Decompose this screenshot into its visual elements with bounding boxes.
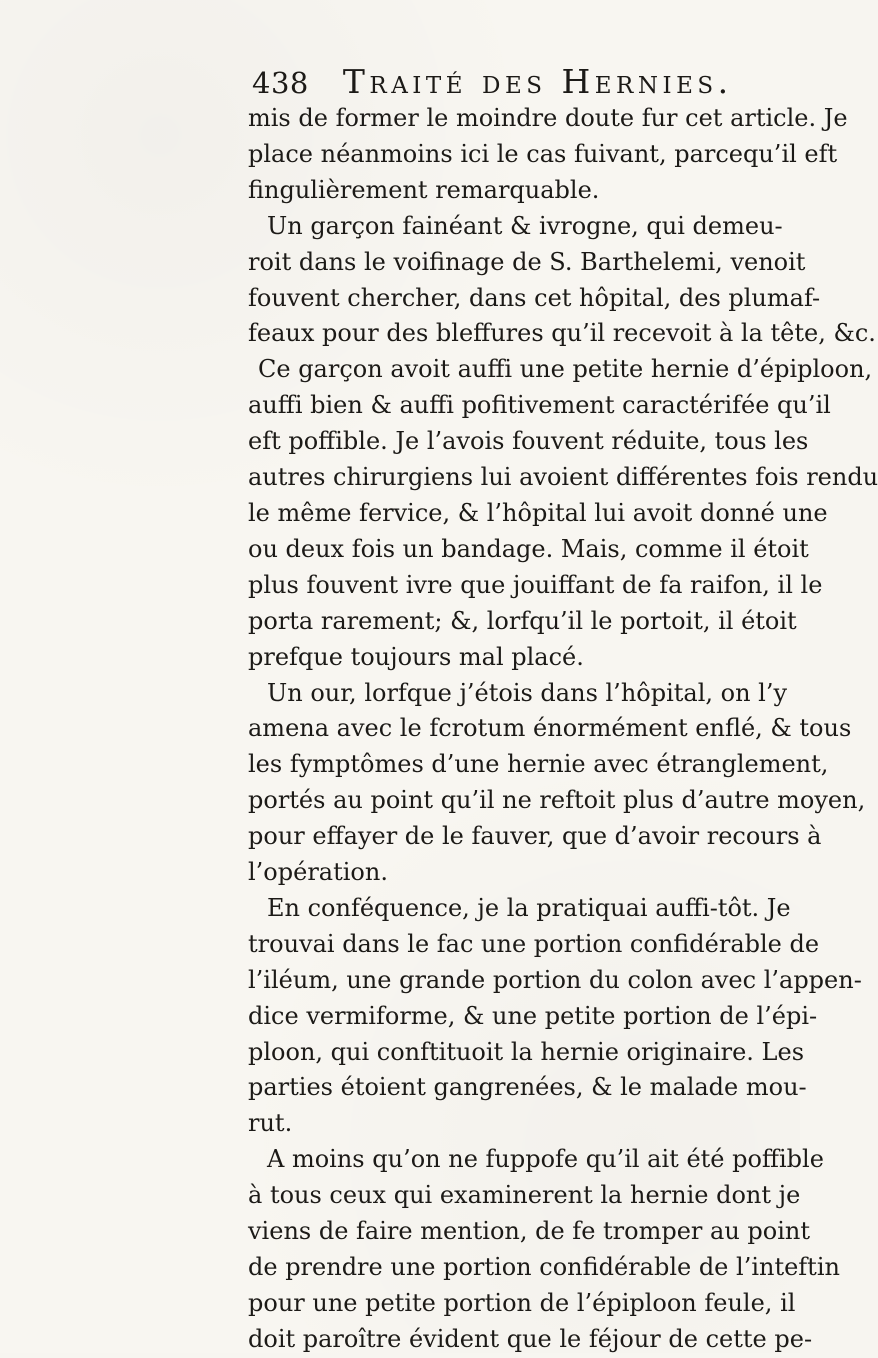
text-line-18: amena avec le fcrotum énormément enflé, & tous xyxy=(248,714,852,743)
text-line-10: eft poffible. Je l’avois fouvent réduite, tous les xyxy=(248,427,809,456)
text-line-30: A moins qu’on ne fuppofe qu’il ait été poffible xyxy=(267,1145,824,1174)
text-line-8: Ce garçon avoit auffi une petite hernie d’épiploon, xyxy=(258,355,873,384)
text-line-7: feaux pour des bleffures qu’il recevoit à la tête, &c. xyxy=(248,319,876,348)
text-line-24: trouvai dans le fac une portion confidérable de xyxy=(248,929,820,958)
text-line-35: doit paroître évident que le féjour de cette pe- xyxy=(248,1324,813,1353)
text-line-6: fouvent chercher, dans cet hôpital, des plumaf- xyxy=(248,283,821,312)
text-line-2: place néanmoins ici le cas fuivant, parcequ’il eft xyxy=(248,139,838,168)
text-line-25: l’iléum, une grande portion du colon avec l’appen- xyxy=(248,965,862,994)
text-line-17: Un our, lorfque j’étois dans l’hôpital, on l’y xyxy=(267,678,788,707)
text-line-26: dice vermiforme, & une petite portion de l’épi- xyxy=(248,1001,818,1030)
text-line-19: les fymptômes d’une hernie avec étranglement, xyxy=(248,750,829,779)
text-line-32: viens de faire mention, de fe tromper au point xyxy=(248,1217,810,1246)
text-line-1: mis de former le moindre doute fur cet article. Je xyxy=(248,104,848,132)
text-line-16: prefque toujours mal placé. xyxy=(248,642,584,671)
text-line-23: En conféquence, je la pratiquai auffi-tôt. Je xyxy=(267,893,791,922)
text-line-34: pour une petite portion de l’épiploon feule, il xyxy=(248,1288,796,1317)
text-line-12: le même fervice, & l’hôpital lui avoit donné une xyxy=(248,498,828,527)
text-line-9: auffi bien & auffi pofitivement caractérifée qu’il xyxy=(248,391,831,420)
text-line-31: à tous ceux qui examinerent la hernie dont je xyxy=(248,1181,801,1210)
body-text xyxy=(248,101,878,1358)
text-line-33: de prendre une portion confidérable de l’inteftin xyxy=(248,1253,840,1281)
text-line-29: rut. xyxy=(248,1109,293,1138)
text-line-4: Un garçon fainéant & ivrogne, qui demeu- xyxy=(267,211,783,240)
text-line-14: plus fouvent ivre que jouiffant de fa raifon, il le xyxy=(248,570,823,599)
text-line-13: ou deux fois un bandage. Mais, comme il étoit xyxy=(248,534,809,563)
text-line-5: roit dans le voifinage de S. Barthelemi, venoit xyxy=(248,247,806,276)
text-line-22: l’opération. xyxy=(248,858,388,887)
page-number: 438 xyxy=(252,66,309,100)
text-line-20: portés au point qu’il ne reftoit plus d’autre moyen, xyxy=(248,786,866,815)
running-title: Traité des Hernies. xyxy=(342,62,733,101)
text-line-21: pour effayer de le fauver, que d’avoir recours à xyxy=(248,822,822,851)
text-line-3: fingulièrement remarquable. xyxy=(248,175,600,204)
page-header xyxy=(252,62,733,101)
text-line-15: porta rarement; &, lorfqu’il le portoit, il étoit xyxy=(248,606,797,635)
text-line-28: parties étoient gangrenées, & le malade mou- xyxy=(248,1073,807,1102)
text-line-27: ploon, qui conftituoit la hernie originaire. Les xyxy=(248,1037,805,1066)
text-line-11: autres chirurgiens lui avoient différentes fois rendu xyxy=(248,463,878,492)
